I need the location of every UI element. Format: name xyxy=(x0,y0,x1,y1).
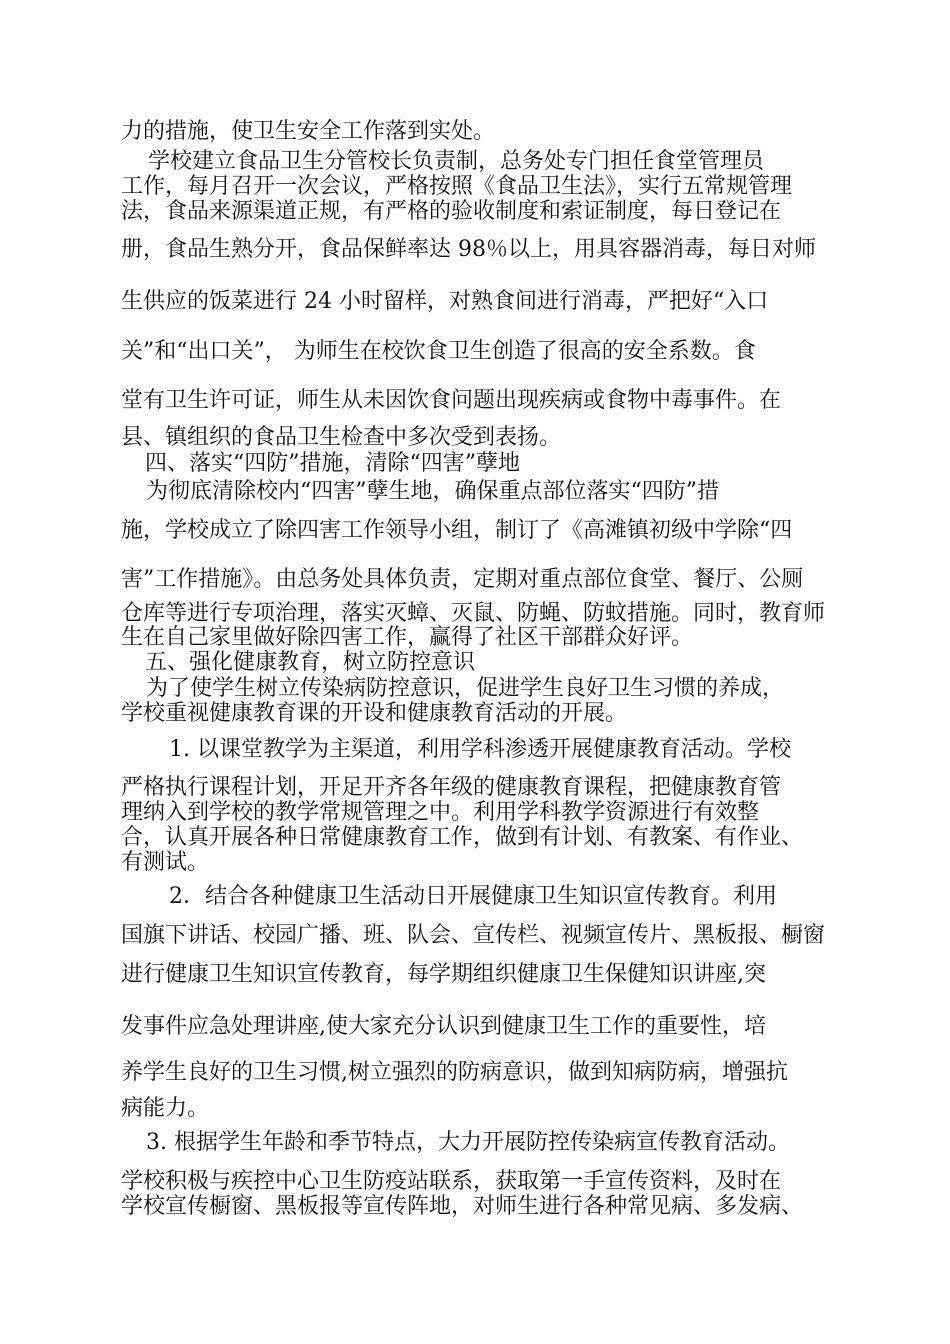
text-line: 堂有卫生许可证，师生从未因饮食问题出现疾病或食物中毒事件。在 xyxy=(121,388,782,413)
text-line: 力的措施，使卫生安全工作落到实处。 xyxy=(121,119,496,144)
text-line: 进行健康卫生知识宣传教育，每学期组织健康卫生保健知识讲座,突 xyxy=(121,962,766,987)
text-line: 病能力。 xyxy=(121,1096,210,1121)
text-line: 关”和“出口关”， 为师生在校饮食卫生创造了很高的安全系数。食 xyxy=(121,339,756,364)
text-line: 学校积极与疾控中心卫生防疫站联系，获取第一手宣传资料，及时在 xyxy=(121,1169,782,1194)
text-line: 理纳入到学校的教学常规管理之中。利用学科教学资源进行有效整 xyxy=(121,800,760,825)
text-line: 施，学校成立了除四害工作领导小组，制订了《高滩镇初级中学除“四 xyxy=(121,518,793,543)
text-line: 合，认真开展各种日常健康教育工作，做到有计划、有教案、有作业、 xyxy=(121,825,804,850)
text-line: 害”工作措施》。由总务处具体负责，定期对重点部位食堂、餐厅、公厕 xyxy=(121,567,804,592)
text-line: 国旗下讲话、校园广播、班、队会、宣传栏、视频宣传片、黑板报、橱窗 xyxy=(121,923,826,948)
text-line: 工作，每月召开一次会议，严格按照《食品卫生法》，实行五常规管理 xyxy=(121,174,793,199)
text-line: 学校宣传橱窗、黑板报等宣传阵地，对师生进行各种常见病、多发病、 xyxy=(121,1194,804,1219)
text-line: 发事件应急处理讲座,使大家充分认识到健康卫生工作的重要性，培 xyxy=(121,1014,766,1039)
text-line: 2．结合各种健康卫生活动日开展健康卫生知识宣传教育。利用 xyxy=(169,884,777,909)
text-line: 法，食品来源渠道正规，有严格的验收制度和索证制度，每日登记在 xyxy=(121,199,782,224)
text-line: 有测试。 xyxy=(121,850,210,875)
text-line: 册，食品生熟分开，食品保鲜率达 98％以上，用具容器消毒，每日对师 xyxy=(121,237,816,262)
text-line: 为了使学生树立传染病防控意识，促进学生良好卫生习惯的养成， xyxy=(146,676,785,701)
text-line: 学校重视健康教育课的开设和健康教育活动的开展。 xyxy=(121,701,628,726)
text-line: 生供应的饭菜进行 24 小时留样，对熟食间进行消毒，严把好“入口 xyxy=(121,289,769,314)
text-line: 学校建立食品卫生分管校长负责制，总务处专门担任食堂管理员 xyxy=(148,149,765,174)
text-line: 为彻底清除校内“四害”孽生地，确保重点部位落实“四防”措 xyxy=(146,479,719,504)
section-heading: 四、落实“四防”措施，清除“四害”孽地 xyxy=(145,451,520,476)
text-line: 县、镇组织的食品卫生检查中多次受到表扬。 xyxy=(121,425,562,450)
text-line: 3. 根据学生年龄和季节特点，大力开展防控传染病宣传教育活动。 xyxy=(146,1130,790,1155)
text-line: 严格执行课程计划，开足开齐各年级的健康教育课程，把健康教育管 xyxy=(121,775,782,800)
text-line: 仓库等进行专项治理，落实灭蟑、灭鼠、防蝇、防蚊措施。同时，教育师 xyxy=(121,601,826,626)
text-line: 1. 以课堂教学为主渠道，利用学科渗透开展健康教育活动。学校 xyxy=(169,737,791,762)
text-line: 养学生良好的卫生习惯,树立强烈的防病意识，做到知病防病，增强抗 xyxy=(121,1060,788,1085)
section-heading: 五、强化健康教育，树立防控意识 xyxy=(145,650,476,675)
text-line: 生在自己家里做好除四害工作，赢得了社区干部群众好评。 xyxy=(121,625,694,650)
